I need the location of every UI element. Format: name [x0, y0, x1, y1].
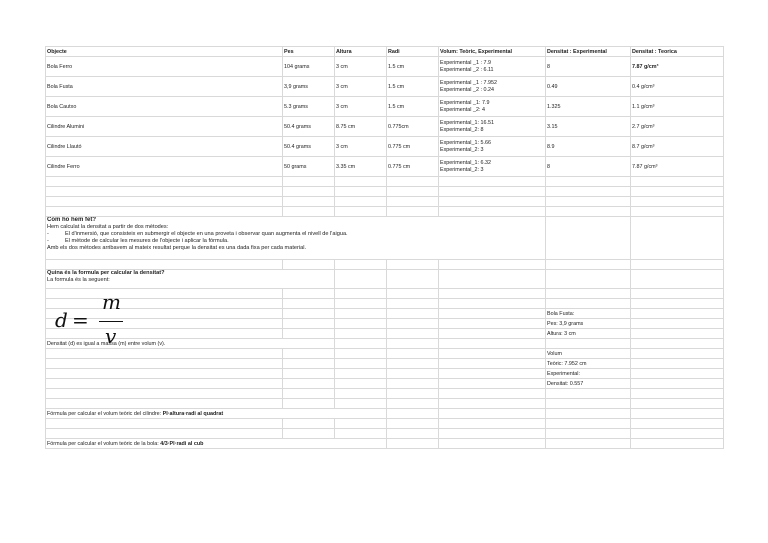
method-bullet-2 [47, 238, 544, 245]
header-row [46, 47, 724, 57]
cell-radi: 0.775cm [387, 117, 439, 137]
cell-pes: 3,9 grams [283, 77, 335, 97]
ball-formula-bold: 4/3·PI·radi al cub [160, 440, 204, 447]
formula-row [46, 319, 724, 329]
cylinder-formula [46, 409, 387, 419]
cell-densitat-teo: 8.7 g/cm³ [631, 137, 724, 157]
cell-pes: 50.4 grams [283, 117, 335, 137]
side-line-4: Volum [546, 349, 631, 359]
side-line-7: Densitat: 0.557 [546, 379, 631, 389]
cell-altura: 3.35 cm [335, 157, 387, 177]
volum-exp2: Experimental_2: 8 [440, 126, 484, 133]
cell-densitat-teo: 7.87 g/cm³ [631, 157, 724, 177]
empty-row [46, 399, 724, 409]
cylinder-formula-bold: PI·altura·radi al quadrat [162, 410, 224, 417]
cell-objecte: Cilindre Ferro [46, 157, 283, 177]
formula-answer: La formula és la seguent: [47, 277, 110, 283]
empty-row [46, 419, 724, 429]
empty-row [46, 207, 724, 217]
cell-densitat-exp: 1.325 [546, 97, 631, 117]
bullet-marker: - [47, 238, 49, 244]
method-conclusion: Amb els dos mètodes arribavem al mateix resultat perque la densitat es una dada fixa per cada material. [47, 245, 307, 251]
cylinder-prefix: Fórmula per calcular el volum teòric del cilindre: [47, 410, 163, 417]
empty-row [46, 289, 724, 299]
ball-prefix: Fórmula per calcular el volum teòric de la bola: [47, 440, 161, 447]
volum-exp1: Experimental _1: 7.9 [440, 100, 490, 107]
side-line-5: Teòric: 7.952 cm [546, 359, 631, 369]
cell-altura: 3 cm [335, 57, 387, 77]
volum-exp1: Experimental_1: 16.51 [440, 120, 494, 127]
cell-densitat-exp: 3.15 [546, 117, 631, 137]
cell-densitat-teo: 0.4 g/cm³ [631, 77, 724, 97]
cell-volum [439, 157, 546, 177]
cell-densitat-exp: 8 [546, 57, 631, 77]
cell-pes: 5.3 grams [283, 97, 335, 117]
empty-row [46, 187, 724, 197]
formula-denominator: v [105, 324, 117, 348]
empty-row [46, 197, 724, 207]
header-volum: Volum: Teòric, Experimental [439, 47, 546, 57]
header-densitat-teo: Densitat : Teorica [631, 47, 724, 57]
volum-exp1: Experimental _1 : 7.952 [440, 80, 497, 87]
bullet-marker: - [47, 231, 49, 237]
side-line-1: Bola Fusta: [546, 309, 631, 319]
empty-row [46, 299, 724, 309]
formula-row [46, 329, 724, 339]
cell-radi: 0.775 cm [387, 157, 439, 177]
fraction-bar [99, 321, 123, 322]
volum-exp2: Experimental _2: 4 [440, 106, 485, 113]
row [46, 359, 724, 369]
formula-row [46, 309, 724, 319]
empty-row [46, 177, 724, 187]
formula-question: Quina és la formula per calcular la densitat? [47, 270, 165, 276]
cell-radi: 1.5 cm [387, 77, 439, 97]
cell-pes: 104 grams [283, 57, 335, 77]
explain-row [46, 339, 724, 349]
cell-densitat-teo: 2.7 g/cm³ [631, 117, 724, 137]
header-altura: Altura [335, 47, 387, 57]
volum-exp2: Experimental _2 : 6.11 [440, 66, 494, 73]
question-row [46, 270, 724, 289]
cell-volum [439, 57, 546, 77]
formula-equals: = [72, 308, 89, 332]
volum-exp2: Experimental_2: 3 [440, 166, 484, 173]
cell-objecte: Bola Ferro [46, 57, 283, 77]
cell-densitat-teo: 7.87 g/cm³ [631, 57, 724, 77]
volum-exp1: Experimental _1 : 7.9 [440, 60, 491, 67]
cell-radi: 1.5 cm [387, 97, 439, 117]
row [46, 349, 724, 359]
side-line-2: Pes: 3,9 grams [546, 319, 631, 329]
cell-volum [439, 117, 546, 137]
cell-objecte: Cilindre Alumini [46, 117, 283, 137]
header-pes: Pes [283, 47, 335, 57]
cell-altura: 8.75 cm [335, 117, 387, 137]
formula-explain: Densitat (d) es igual a massa (m) entre volum (v). [46, 339, 335, 349]
cell-densitat-exp: 8 [546, 157, 631, 177]
ball-formula [46, 439, 387, 449]
volum-exp2: Experimental_2: 3 [440, 146, 484, 153]
volum-exp1: Experimental_1: 5.66 [440, 140, 491, 147]
method-intro: Hem calculat la densitat a partir de dos mètodes: [47, 224, 169, 230]
cell-objecte: Bola Fusta [46, 77, 283, 97]
side-line-3: Altura: 3 cm [546, 329, 631, 339]
cell-radi: 0.775 cm [387, 137, 439, 157]
empty-row [46, 389, 724, 399]
cell-pes: 50.4 grams [283, 137, 335, 157]
formula-question-block [46, 270, 335, 289]
formula-numerator: m [102, 290, 121, 314]
row [46, 379, 724, 389]
volum-exp1: Experimental_1: 6.32 [440, 160, 491, 167]
header-densitat-exp: Densitat : Experimental [546, 47, 631, 57]
method-block [46, 217, 546, 260]
header-radi: Radi [387, 47, 439, 57]
table-row [46, 157, 724, 177]
row [46, 369, 724, 379]
cell-volum [439, 77, 546, 97]
empty-row [46, 260, 724, 270]
formula-lhs: d [55, 308, 68, 332]
volum-exp2: Experimental _2 : 0.24 [440, 86, 494, 93]
cell-altura: 3 cm [335, 137, 387, 157]
cell-densitat-exp: 0.49 [546, 77, 631, 97]
table-row [46, 117, 724, 137]
cylinder-row [46, 409, 724, 419]
method-title: Com ho hem fet? [47, 217, 96, 223]
data-table [45, 46, 724, 449]
empty-row [46, 429, 724, 439]
cell-altura: 3 cm [335, 97, 387, 117]
ball-row [46, 439, 724, 449]
cell-objecte: Bola Cautxo [46, 97, 283, 117]
table-row [46, 77, 724, 97]
cell-objecte: Cilindre Llautó [46, 137, 283, 157]
cell-radi: 1.5 cm [387, 57, 439, 77]
cell-volum [439, 137, 546, 157]
cell-altura: 3 cm [335, 77, 387, 97]
method-bullet-1 [47, 231, 544, 238]
table-row [46, 97, 724, 117]
cell-volum [439, 97, 546, 117]
bullet-text: El d'inmersió, que consisteix en submergir el objecte en una proveta i observar quan augmenta el nivell de l'aigua. [65, 231, 348, 237]
spreadsheet [45, 46, 723, 449]
side-line-6: Experimental: [546, 369, 631, 379]
cell-densitat-exp: 8.9 [546, 137, 631, 157]
cell-pes: 50 grams [283, 157, 335, 177]
table-row [46, 57, 724, 77]
cell-densitat-teo: 1.1 g/cm³ [631, 97, 724, 117]
bullet-text: El mètode de calcular les mesures de l'objecte i aplicar la fórmula. [65, 238, 229, 244]
method-row [46, 217, 724, 260]
table-row [46, 137, 724, 157]
header-objecte: Objecte [46, 47, 283, 57]
